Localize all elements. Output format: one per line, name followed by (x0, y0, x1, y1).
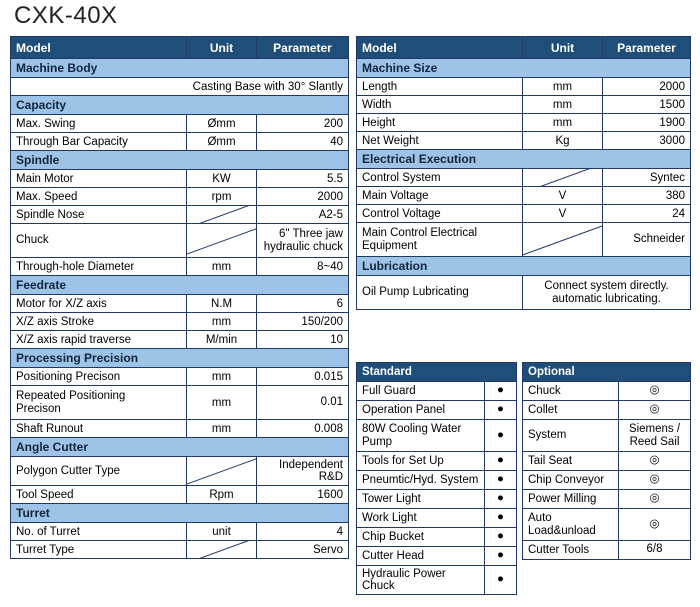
table-row (357, 276, 691, 310)
row-value: 1600 (257, 486, 349, 504)
row-value: 380 (603, 187, 691, 205)
row-value: 40 (257, 133, 349, 151)
row-label: Motor for X/Z axis (11, 295, 187, 313)
optional-item-value: 6/8 (619, 541, 691, 560)
column-header-2: Unit (187, 37, 257, 59)
table-row (523, 471, 691, 490)
row-unit: mm (187, 368, 257, 386)
section-label: Feedrate (11, 276, 349, 295)
table-row (357, 223, 691, 257)
row-label: Polygon Cutter Type (11, 457, 187, 486)
row-label: Shaft Runout (11, 420, 187, 438)
row-label: Through Bar Capacity (11, 133, 187, 151)
table-row (523, 541, 691, 560)
row-unit (187, 541, 257, 559)
optional-item-label: Chip Conveyor (523, 471, 619, 490)
standard-item-marker: ● (485, 490, 517, 509)
row-value: 5.5 (257, 170, 349, 188)
section-row (11, 349, 349, 368)
row-unit (187, 457, 257, 486)
page-title: CXK-40X (14, 2, 118, 29)
table-row (357, 132, 691, 150)
table-row (11, 170, 349, 188)
optional-equipment-table (522, 362, 691, 560)
section-label: Turret (11, 504, 349, 523)
table-header-row (357, 37, 691, 59)
row-unit: Kg (523, 132, 603, 150)
column-header-1: Model (357, 37, 523, 59)
row-value: Connect system directly. automatic lubricating. (523, 276, 691, 310)
row-label: Spindle Nose (11, 206, 187, 224)
table-row (357, 169, 691, 187)
row-value: 8~40 (257, 258, 349, 276)
standard-item-label: Hydraulic Power Chuck (357, 566, 485, 595)
standard-item-label: Tools for Set Up (357, 452, 485, 471)
standard-item-marker: ● (485, 452, 517, 471)
table-row (523, 490, 691, 509)
table-row (523, 401, 691, 420)
row-label: Max. Swing (11, 115, 187, 133)
row-label: Net Weight (357, 132, 523, 150)
optional-item-value: ◎ (619, 509, 691, 541)
row-value: 4 (257, 523, 349, 541)
optional-item-label: Chuck (523, 382, 619, 401)
standard-item-label: Tower Light (357, 490, 485, 509)
row-unit: rpm (187, 188, 257, 206)
optional-item-value: ◎ (619, 490, 691, 509)
table-row (11, 188, 349, 206)
row-value: Servo (257, 541, 349, 559)
table-row (523, 420, 691, 452)
row-unit: Ømm (187, 115, 257, 133)
standard-item-label: Full Guard (357, 382, 485, 401)
row-unit: mm (187, 313, 257, 331)
row-label: Repeated Positioning Precison (11, 386, 187, 420)
table-row (523, 382, 691, 401)
row-unit: KW (187, 170, 257, 188)
section-label: Machine Body (11, 59, 349, 78)
row-label: Length (357, 78, 523, 96)
column-header-3: Parameter (257, 37, 349, 59)
section-row (11, 504, 349, 523)
table-row (357, 566, 517, 595)
table-row (357, 490, 517, 509)
table-row (11, 541, 349, 559)
table-row (357, 528, 517, 547)
row-unit (187, 224, 257, 258)
table-row (523, 452, 691, 471)
row-value: 200 (257, 115, 349, 133)
optional-item-label: System (523, 420, 619, 452)
row-label: Control System (357, 169, 523, 187)
standard-equipment-table (356, 362, 517, 595)
row-unit: Ømm (187, 133, 257, 151)
section-label: Spindle (11, 151, 349, 170)
table-row (357, 547, 517, 566)
optional-item-label: Power Milling (523, 490, 619, 509)
row-value: 24 (603, 205, 691, 223)
row-label: Control Voltage (357, 205, 523, 223)
row-value: A2-5 (257, 206, 349, 224)
row-value: Independent R&D (257, 457, 349, 486)
standard-item-label: Work Light (357, 509, 485, 528)
section-label: Electrical Execution (357, 150, 691, 169)
section-row (11, 276, 349, 295)
optional-header: Optional (523, 363, 691, 382)
table-row (11, 206, 349, 224)
row-label: Positioning Precison (11, 368, 187, 386)
row-label: Main Motor (11, 170, 187, 188)
table-row (11, 368, 349, 386)
table-row (11, 295, 349, 313)
row-unit: mm (187, 420, 257, 438)
standard-item-label: Operation Panel (357, 401, 485, 420)
standard-item-label: Cutter Head (357, 547, 485, 566)
table-row (357, 471, 517, 490)
row-value: Schneider (603, 223, 691, 257)
row-unit: mm (523, 78, 603, 96)
table-row (357, 187, 691, 205)
row-label: X/Z axis Stroke (11, 313, 187, 331)
standard-item-marker: ● (485, 382, 517, 401)
section-row (11, 438, 349, 457)
table-row (11, 331, 349, 349)
standard-item-marker: ● (485, 547, 517, 566)
table-row (357, 509, 517, 528)
row-value: 10 (257, 331, 349, 349)
row-value: 6 (257, 295, 349, 313)
row-unit: mm (187, 258, 257, 276)
table-row (357, 114, 691, 132)
table-row (11, 386, 349, 420)
table-row (357, 420, 517, 452)
table-row (357, 452, 517, 471)
section-label: Machine Size (357, 59, 691, 78)
standard-item-marker: ● (485, 509, 517, 528)
section-label: Capacity (11, 96, 349, 115)
row-value: 150/200 (257, 313, 349, 331)
row-value: 1500 (603, 96, 691, 114)
optional-item-value: ◎ (619, 471, 691, 490)
table-row (357, 382, 517, 401)
row-value: 6" Three jaw hydraulic chuck (257, 224, 349, 258)
row-label: X/Z axis rapid traverse (11, 331, 187, 349)
standard-item-label: Pneumtic/Hyd. System (357, 471, 485, 490)
standard-item-marker: ● (485, 420, 517, 452)
table-row (11, 523, 349, 541)
optional-item-label: Auto Load&unload (523, 509, 619, 541)
row-label: Tool Speed (11, 486, 187, 504)
table-row (357, 401, 517, 420)
row-value: 0.01 (257, 386, 349, 420)
section-row (11, 151, 349, 170)
row-unit: Rpm (187, 486, 257, 504)
section-row (357, 150, 691, 169)
row-unit: M/min (187, 331, 257, 349)
table-row (11, 486, 349, 504)
standard-item-marker: ● (485, 566, 517, 595)
section-label: Angle Cutter (11, 438, 349, 457)
table-header-row (357, 363, 517, 382)
row-label: No. of Turret (11, 523, 187, 541)
table-row (357, 205, 691, 223)
optional-item-value: ◎ (619, 382, 691, 401)
row-label: Chuck (11, 224, 187, 258)
column-header-2: Unit (523, 37, 603, 59)
standard-item-marker: ● (485, 471, 517, 490)
row-value: 1900 (603, 114, 691, 132)
standard-item-label: 80W Cooling Water Pump (357, 420, 485, 452)
row-unit: V (523, 205, 603, 223)
row-label: Height (357, 114, 523, 132)
section-label: Lubrication (357, 257, 691, 276)
row-label: Main Control Electrical Equipment (357, 223, 523, 257)
optional-item-value: ◎ (619, 452, 691, 471)
row-label: Oil Pump Lubricating (357, 276, 523, 310)
section-row (11, 96, 349, 115)
table-row (11, 133, 349, 151)
optional-item-label: Cutter Tools (523, 541, 619, 560)
standard-header: Standard (357, 363, 517, 382)
table-header-row (523, 363, 691, 382)
table-row (11, 258, 349, 276)
row-value: Syntec (603, 169, 691, 187)
row-unit (187, 206, 257, 224)
row-label: Turret Type (11, 541, 187, 559)
row-value: 3000 (603, 132, 691, 150)
row-value: 2000 (257, 188, 349, 206)
row-label: Max. Speed (11, 188, 187, 206)
row-value: 0.008 (257, 420, 349, 438)
table-row (523, 509, 691, 541)
row-label: Through-hole Diameter (11, 258, 187, 276)
row-unit: mm (523, 114, 603, 132)
row-value: 0.015 (257, 368, 349, 386)
row-unit (523, 169, 603, 187)
row-label: Main Voltage (357, 187, 523, 205)
standard-item-label: Chip Bucket (357, 528, 485, 547)
section-row (357, 59, 691, 78)
row-label: Width (357, 96, 523, 114)
optional-item-value: Siemens / Reed Sail (619, 420, 691, 452)
merged-value: Casting Base with 30° Slantly (11, 78, 349, 96)
specs-table-right (356, 36, 691, 310)
row-unit: V (523, 187, 603, 205)
table-header-row (11, 37, 349, 59)
table-row (11, 115, 349, 133)
table-row (11, 457, 349, 486)
row-unit (523, 223, 603, 257)
optional-item-label: Collet (523, 401, 619, 420)
standard-item-marker: ● (485, 528, 517, 547)
optional-item-label: Tail Seat (523, 452, 619, 471)
column-header-1: Model (11, 37, 187, 59)
section-row (357, 257, 691, 276)
row-unit: mm (187, 386, 257, 420)
section-label: Processing Precision (11, 349, 349, 368)
specs-table-left (10, 36, 349, 559)
optional-item-value: ◎ (619, 401, 691, 420)
table-row (11, 224, 349, 258)
table-row (11, 313, 349, 331)
column-header-3: Parameter (603, 37, 691, 59)
row-unit: N.M (187, 295, 257, 313)
table-row (11, 78, 349, 96)
row-value: 2000 (603, 78, 691, 96)
row-unit: unit (187, 523, 257, 541)
table-row (357, 96, 691, 114)
standard-item-marker: ● (485, 401, 517, 420)
section-row (11, 59, 349, 78)
table-row (11, 420, 349, 438)
row-unit: mm (523, 96, 603, 114)
table-row (357, 78, 691, 96)
